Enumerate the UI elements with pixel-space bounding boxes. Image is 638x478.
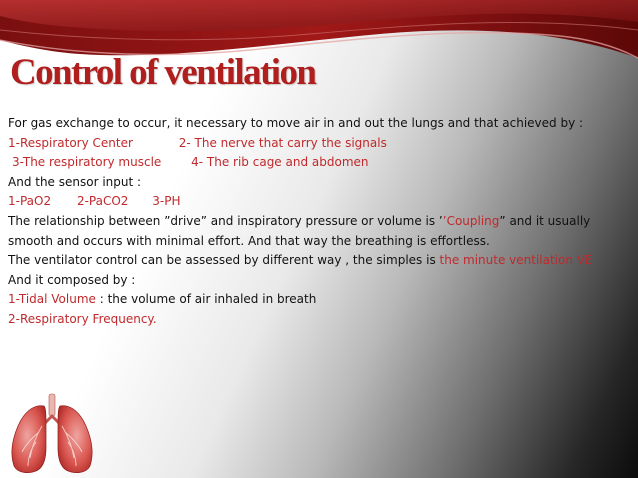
- tidal-volume-line: [8, 290, 620, 310]
- intro-line: For gas exchange to occur, it necessary to move air in and out the lungs and that achieved by :: [8, 116, 584, 130]
- lungs-illustration: [6, 392, 98, 476]
- relationship-text-end: ” and it usually smooth and occurs with minimal effort. And that way the breathing is effortless.: [8, 213, 591, 248]
- relationship-text: The relationship between ”drive” and inspiratory pressure or volume is ’: [8, 213, 443, 228]
- components-row-1: [8, 134, 620, 154]
- coupling-term: ’Coupling: [442, 213, 500, 228]
- sensor-paco2: 2-PaCO2: [76, 194, 129, 209]
- tidal-volume-term: 1-Tidal Volume: [8, 292, 96, 307]
- slide-title: Control of ventilation: [10, 52, 316, 93]
- respiratory-frequency-line: [8, 310, 620, 330]
- sensor-pao2: 1-PaO2: [8, 194, 52, 209]
- assessment-line: [8, 251, 620, 271]
- composed-intro-line: And it composed by :: [8, 272, 136, 287]
- tidal-volume-definition: : the volume of air inhaled in breath: [95, 292, 317, 307]
- component-respiratory-center: 1-Respiratory Center: [8, 135, 133, 150]
- components-row-2: [8, 153, 620, 173]
- assessment-text: The ventilator control can be assessed by different way , the simples is: [8, 253, 440, 268]
- component-respiratory-muscle: 3-The respiratory muscle: [12, 155, 162, 170]
- sensor-row: [8, 192, 620, 212]
- component-rib-cage: 4- The rib cage and abdomen: [191, 155, 369, 170]
- relationship-paragraph: [8, 212, 620, 251]
- sensor-intro-line: And the sensor input :: [8, 174, 142, 189]
- slide-body: [8, 114, 620, 330]
- respiratory-frequency-term: 2-Respiratory Frequency.: [8, 311, 157, 326]
- minute-ventilation-term: the minute ventilation VE: [439, 253, 593, 268]
- component-nerve: 2- The nerve that carry the signals: [178, 135, 387, 150]
- sensor-ph: 3-PH: [152, 194, 181, 209]
